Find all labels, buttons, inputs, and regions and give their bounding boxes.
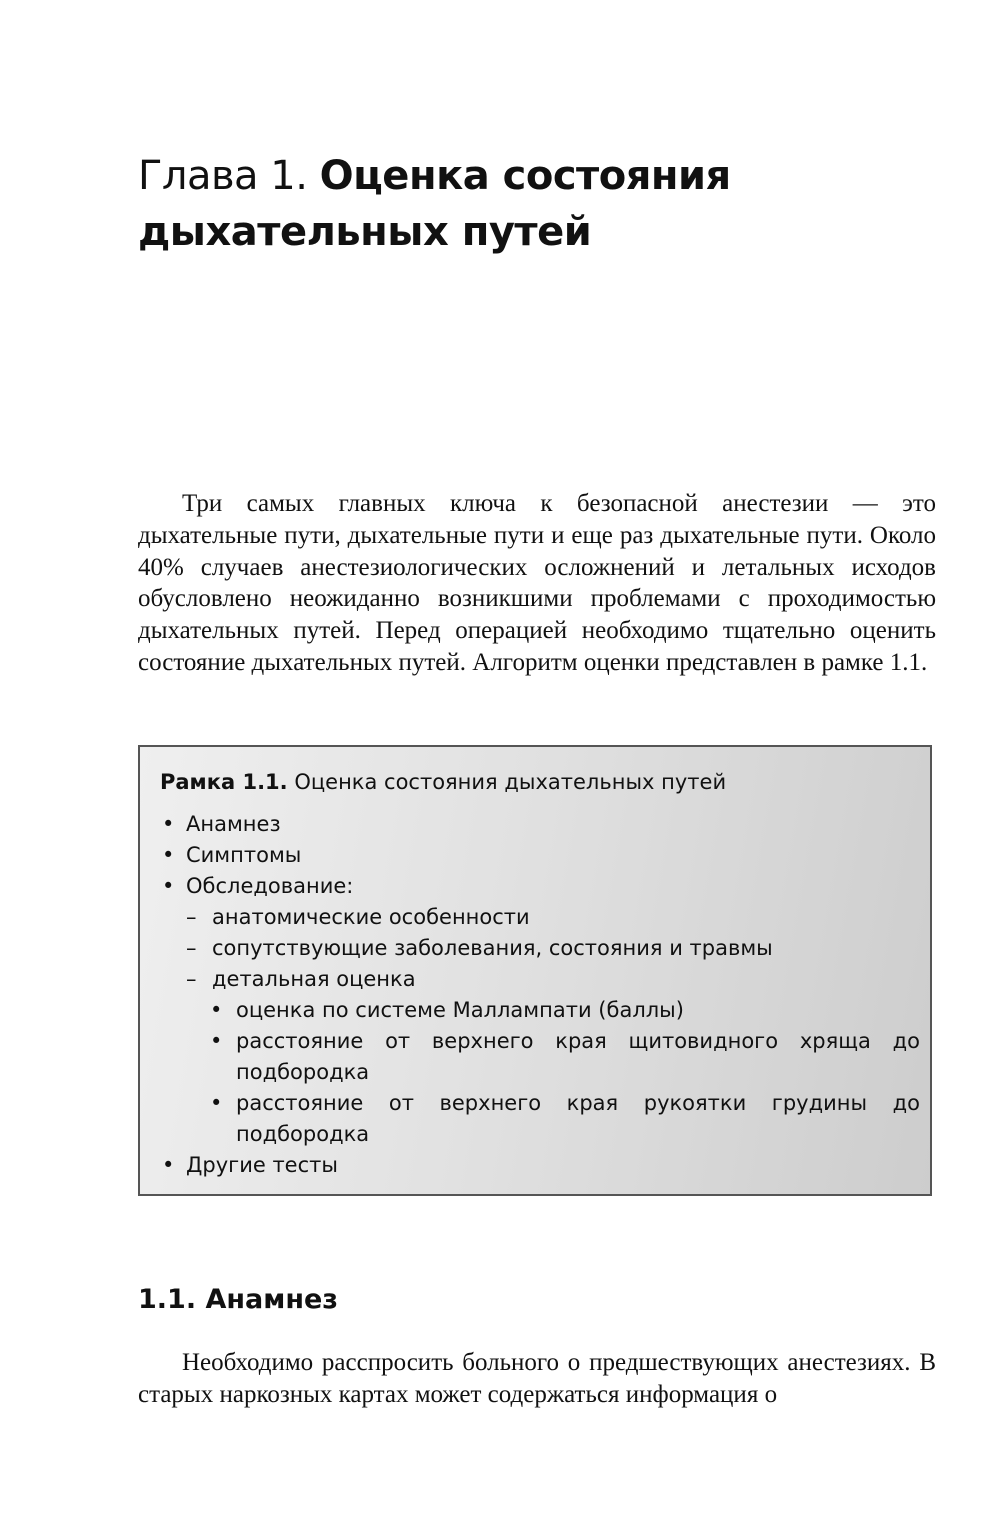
list-item-text: Обследование: <box>186 874 354 898</box>
dash-icon: – <box>186 936 197 960</box>
box-title <box>160 767 726 797</box>
list-item <box>160 1088 920 1150</box>
bullet-icon: • <box>210 1091 223 1115</box>
list-item-text: детальная оценка <box>212 967 416 991</box>
bullet-icon: • <box>162 843 175 867</box>
box-list <box>160 809 920 1181</box>
box-label: Рамка 1.1. <box>160 770 288 794</box>
bullet-icon: • <box>162 812 175 836</box>
list-item <box>160 840 920 871</box>
box-1-1 <box>138 745 932 1196</box>
list-item <box>160 809 920 840</box>
bullet-icon: • <box>210 998 223 1022</box>
box-title-text: Оценка состояния дыхательных путей <box>294 770 727 794</box>
dash-icon: – <box>186 967 197 991</box>
list-item-text: расстояние от верхнего края щитовидного хряща до подбородка <box>236 1029 920 1084</box>
dash-icon: – <box>186 905 197 929</box>
list-item <box>160 1150 920 1181</box>
chapter-prefix: Глава 1. <box>138 153 308 199</box>
list-item <box>160 871 920 902</box>
section-paragraph: Необходимо расспросить больного о предшествующих анестезиях. В старых наркозных картах может содержаться информация о <box>138 1349 936 1408</box>
bullet-icon: • <box>210 1029 223 1053</box>
list-item <box>160 964 920 995</box>
list-item-text: Другие тесты <box>186 1153 338 1177</box>
list-item-text: Анамнез <box>186 812 281 836</box>
list-item-text: сопутствующие заболевания, состояния и травмы <box>212 936 773 960</box>
list-item-text: оценка по системе Маллампати (баллы) <box>236 998 684 1022</box>
list-item-text: анатомические особенности <box>212 905 530 929</box>
list-item-text: Симптомы <box>186 843 302 867</box>
list-item <box>160 933 920 964</box>
list-item-text: расстояние от верхнего края рукоятки грудины до подбородка <box>236 1091 920 1146</box>
intro-paragraph: Три самых главных ключа к безопасной анестезии — это дыхательные пути, дыхательные пути и еще раз дыхательные пути. Около 40% случаев анестезиологических осложнений и летальных исходов обусловлено неожиданно возникшими проблемами с проходимостью дыхательных путей. Перед операцией необходимо тщательно оценить состояние дыхательных путей. Алгоритм оценки представлен в рамке 1.1. <box>138 490 936 676</box>
list-item <box>160 1026 920 1088</box>
list-item <box>160 902 920 933</box>
chapter-name: Оценка состояния дыхательных путей <box>138 153 731 255</box>
section-heading: 1.1. Анамнез <box>138 1284 338 1315</box>
bullet-icon: • <box>162 1153 175 1177</box>
bullet-icon: • <box>162 874 175 898</box>
chapter-title <box>138 148 938 260</box>
list-item <box>160 995 920 1026</box>
